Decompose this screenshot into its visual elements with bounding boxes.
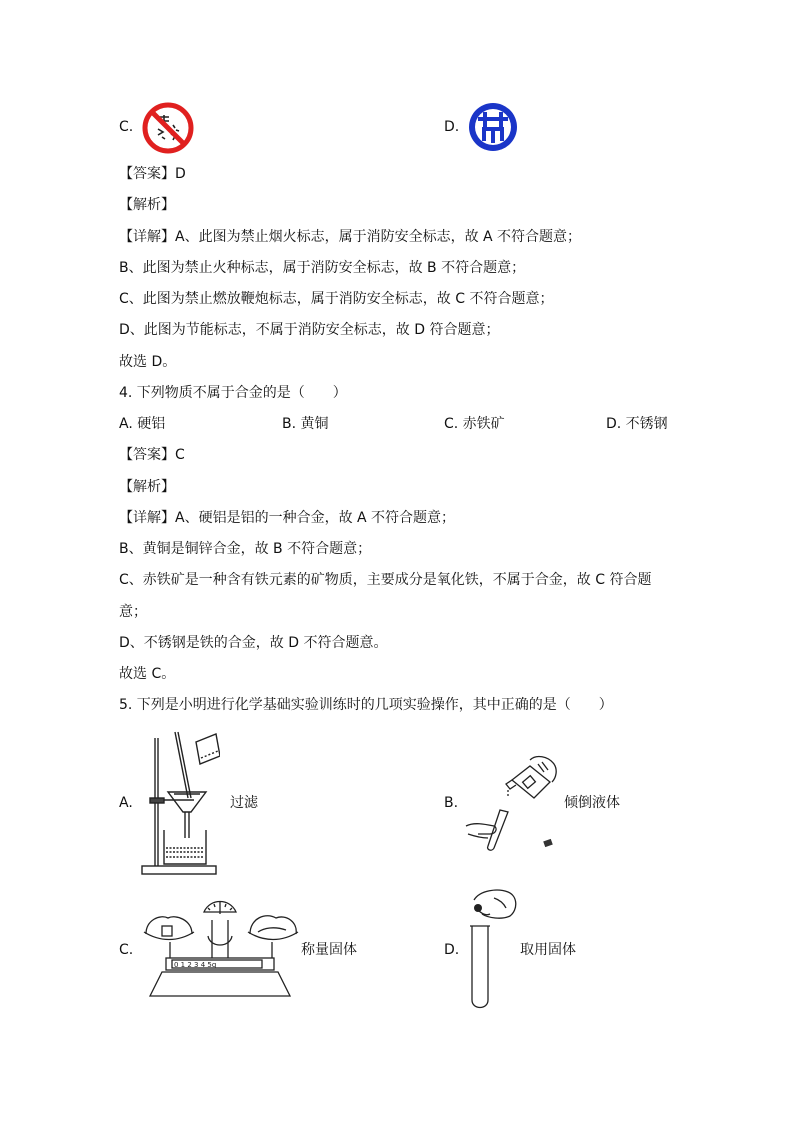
q4-detail-3b: 意； [119, 604, 147, 620]
q4-detail-3a: C、赤铁矿是一种含有铁元素的矿物质，主要成分是氧化铁，不属于合金，故 C 符合题 [119, 572, 652, 588]
q5-option-a-label: A. [119, 795, 133, 811]
q3-conclusion: 故选 D。 [119, 354, 177, 370]
pouring-liquid-illustration [464, 752, 560, 856]
q4-option-d: D. 不锈钢 [606, 416, 668, 432]
q4-answer: 【答案】C [119, 447, 185, 463]
taking-solid-illustration [464, 888, 524, 1012]
q4-analysis-heading: 【解析】 [119, 479, 175, 495]
q4-detail-1: 【详解】A、硬铝是铝的一种合金，故 A 不符合题意； [119, 510, 456, 526]
q4-detail-2: B、黄铜是铜锌合金，故 B 不符合题意； [119, 541, 372, 557]
q3-detail-4: D、此图为节能标志，不属于消防安全标志，故 D 符合题意； [119, 322, 500, 338]
q5-option-c-label: C. [119, 942, 134, 958]
q3-answer: 【答案】D [119, 166, 186, 182]
q5-option-c-caption: 称量固体 [301, 942, 357, 958]
q3-option-c-label: C. [119, 119, 134, 135]
q5-stem: 5. 下列是小明进行化学基础实验训练时的几项实验操作，其中正确的是（ ） [119, 697, 613, 713]
q3-detail-1: 【详解】A、此图为禁止烟火标志，属于消防安全标志，故 A 不符合题意； [119, 229, 582, 245]
q4-option-c: C. 赤铁矿 [444, 416, 505, 432]
q5-option-b-label: B. [444, 795, 459, 811]
q4-option-b: B. 黄铜 [282, 416, 329, 432]
q4-option-a: A. 硬铝 [119, 416, 166, 432]
q5-option-d-label: D. [444, 942, 460, 958]
q5-option-b-caption: 倾倒液体 [564, 795, 620, 811]
no-firecrackers-sign-icon [141, 101, 195, 155]
q3-option-d-label: D. [444, 119, 460, 135]
balance-scale-readout: 0 1 2 3 4 5g [174, 961, 217, 969]
q4-conclusion: 故选 C。 [119, 666, 176, 682]
q5-option-a-caption: 过滤 [230, 795, 258, 811]
q5-option-d-caption: 取用固体 [520, 942, 576, 958]
q3-detail-3: C、此图为禁止燃放鞭炮标志，属于消防安全标志，故 C 不符合题意； [119, 291, 554, 307]
q4-detail-4: D、不锈钢是铁的合金，故 D 不符合题意。 [119, 635, 388, 651]
q4-stem: 4. 下列物质不属于合金的是（ ） [119, 385, 347, 401]
filtration-apparatus-illustration [138, 730, 220, 876]
q3-detail-2: B、此图为禁止火种标志，属于消防安全标志，故 B 不符合题意； [119, 260, 526, 276]
balance-scale-illustration [140, 896, 300, 1000]
energy-saving-sign-icon [466, 100, 520, 154]
q3-analysis-heading: 【解析】 [119, 197, 175, 213]
